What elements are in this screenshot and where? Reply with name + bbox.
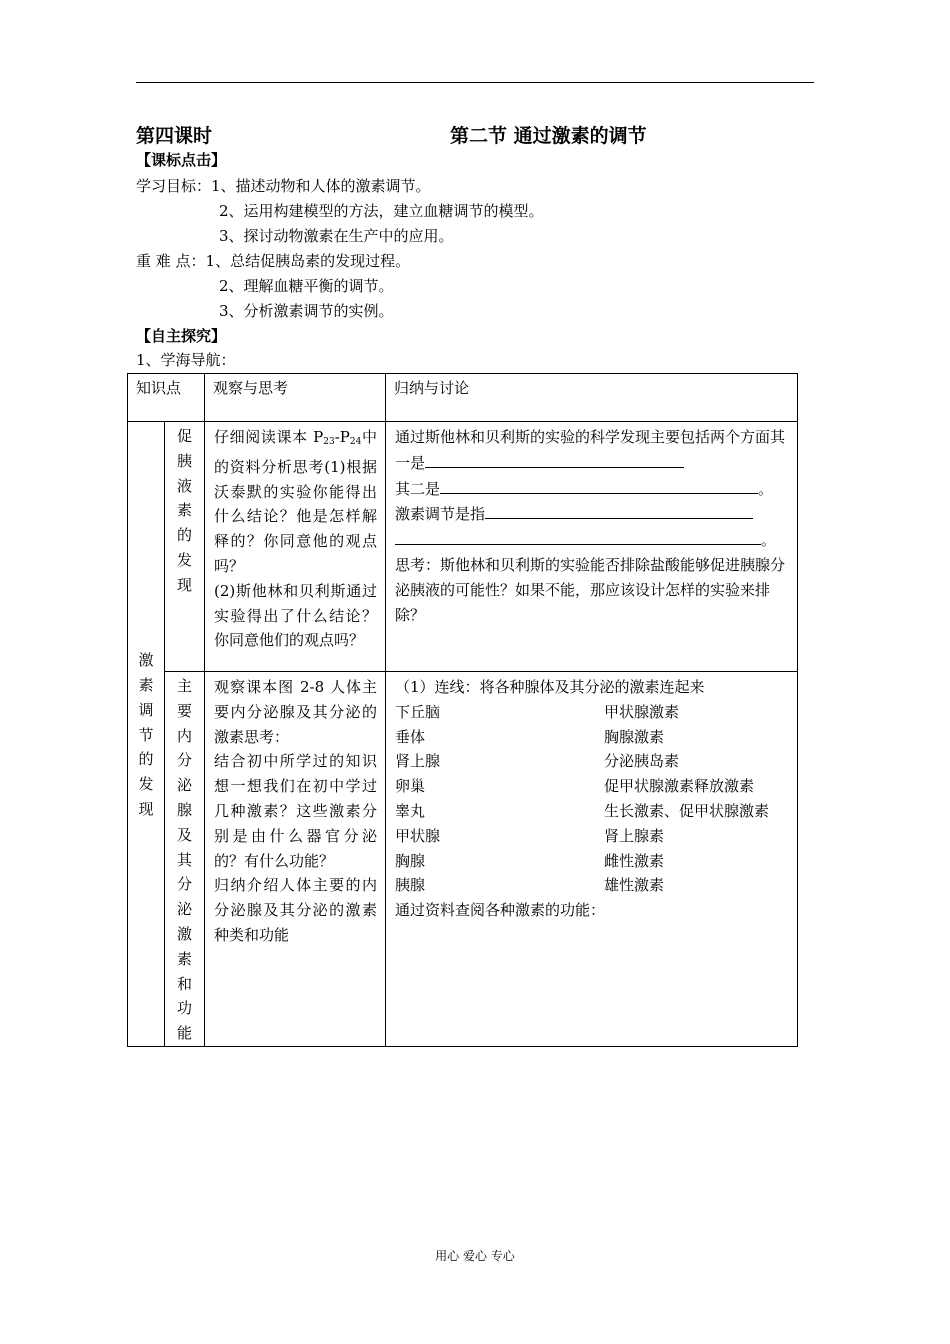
hormone-name[interactable]: 胸腺激素 — [604, 727, 665, 746]
vertical-char: 现 — [138, 799, 154, 818]
vertical-char: 内 — [177, 726, 193, 745]
table-row — [128, 422, 798, 672]
vertical-char: 和 — [177, 974, 193, 993]
induce-text: 通过斯他林和贝利斯的实验的科学发现主要包括两个方面其一是 — [395, 428, 786, 472]
group-label — [128, 648, 164, 822]
vertical-char: 液 — [177, 476, 193, 495]
vertical-char: 节 — [138, 725, 154, 744]
objectives-label: 学习目标： — [136, 177, 212, 195]
think-question: 思考：斯他林和贝利斯的实验能否排除盐酸能够促进胰腺分泌胰液的可能性？如果不能，那应该设计怎样的实验来排除？ — [395, 555, 786, 624]
topic-cell — [165, 422, 205, 672]
zizhu-heading: 【自主探究】 — [136, 327, 227, 345]
hormone-name[interactable]: 雄性激素 — [604, 876, 665, 895]
list-item — [395, 749, 789, 774]
induce-text: 其二是 — [395, 479, 441, 498]
vertical-char: 的 — [138, 750, 154, 769]
observe-text-b: -P — [334, 428, 350, 446]
vertical-char: 素 — [177, 949, 193, 968]
difficulties-label: 重 难 点： — [136, 252, 206, 270]
gland-name[interactable]: 卵巢 — [395, 777, 426, 796]
hormone-name[interactable]: 促甲状腺激素释放激素 — [604, 777, 755, 796]
table-row — [128, 672, 798, 1047]
vertical-char: 素 — [177, 501, 193, 520]
gland-name[interactable]: 垂体 — [395, 727, 426, 746]
topic-cell — [165, 672, 205, 1047]
fill-blank[interactable] — [485, 501, 753, 519]
vertical-char: 调 — [138, 700, 154, 719]
list-item — [395, 700, 789, 725]
vertical-char: 促 — [177, 427, 193, 445]
list-item — [395, 849, 789, 874]
hormone-name[interactable]: 生长激素、促甲状腺激素 — [604, 801, 770, 820]
header-observe-think: 观察与思考 — [205, 374, 386, 422]
header-rule — [136, 82, 814, 83]
vertical-char: 发 — [138, 775, 154, 794]
gland-hormone-list — [395, 700, 789, 898]
vertical-char: 发 — [177, 550, 193, 569]
list-item — [395, 824, 789, 849]
induce-text: 激素调节是指 — [395, 505, 486, 524]
observe-text: 观察课本图 2-8 人体主要内分泌腺及其分泌的激素思考： — [214, 678, 378, 746]
observe-cell — [205, 672, 386, 1047]
objective-item: 2、运用构建模型的方法，建立血糖调节的模型。 — [219, 202, 544, 220]
lookup-text: 通过资料查阅各种激素的功能： — [395, 901, 606, 920]
subscript: 24 — [349, 437, 362, 447]
vertical-char: 功 — [177, 999, 193, 1018]
subscript: 23 — [323, 437, 335, 447]
fill-blank[interactable] — [395, 527, 761, 545]
gland-name[interactable]: 睾丸 — [395, 801, 426, 820]
hormone-name[interactable]: 雌性激素 — [604, 851, 665, 870]
induce-cell — [386, 672, 798, 1047]
vertical-char: 胰 — [177, 451, 193, 470]
observe-text-c: 中的资料分析思考(1)根据沃泰默的实验你能得出什么结论？他是怎样解释的？你同意他的观点吗？ — [214, 428, 378, 575]
gland-name[interactable]: 下丘脑 — [395, 702, 441, 721]
vertical-char: 分 — [177, 751, 193, 770]
induce-line — [395, 476, 789, 502]
table-header-row — [128, 374, 798, 422]
zizhu-subtitle: 1、学海导航： — [136, 351, 236, 369]
objectives-line-1 — [136, 174, 431, 198]
topic-label — [165, 674, 204, 1046]
observe-text: 归纳介绍人体主要的内分泌腺及其分泌的激素种类和功能 — [214, 876, 378, 944]
gland-name[interactable]: 胰腺 — [395, 876, 426, 895]
difficulty-item: 1、总结促胰岛素的发现过程。 — [205, 252, 411, 270]
vertical-char: 的 — [177, 526, 193, 545]
vertical-char: 主 — [177, 677, 193, 695]
vertical-char: 泌 — [177, 776, 193, 795]
list-item — [395, 799, 789, 824]
gland-name[interactable]: 肾上腺 — [395, 752, 441, 771]
observe-cell — [205, 422, 386, 672]
vertical-char: 泌 — [177, 900, 193, 919]
topic-label — [165, 424, 204, 598]
observe-text — [214, 425, 377, 579]
list-item — [395, 774, 789, 799]
section-title: 第二节 通过激素的调节 — [450, 125, 647, 147]
objective-item: 3、探讨动物激素在生产中的应用。 — [219, 227, 454, 245]
observe-text: 结合初中所学过的知识想一想我们在初中学过几种激素？这些激素分别是由什么器官分泌的？有什么功能？ — [214, 752, 378, 870]
difficulty-item: 3、分析激素调节的实例。 — [219, 302, 394, 320]
period: 。 — [758, 479, 774, 498]
induce-line — [395, 501, 789, 527]
vertical-char: 及 — [177, 825, 193, 844]
induce-line — [395, 527, 789, 553]
vertical-char: 能 — [177, 1024, 193, 1043]
header-induce-discuss: 归纳与讨论 — [386, 374, 798, 422]
observe-question-2: (2)斯他林和贝利斯通过实验得出了什么结论？你同意他们的观点吗？ — [214, 581, 378, 650]
vertical-char: 激 — [177, 924, 193, 943]
vertical-char: 要 — [177, 701, 193, 720]
objective-item: 1、描述动物和人体的激素调节。 — [211, 177, 431, 195]
group-label-cell — [128, 422, 165, 1047]
induce-line — [395, 425, 789, 476]
page-footer: 用心 爱心 专心 — [435, 1249, 515, 1263]
hormone-name[interactable]: 分泌胰岛素 — [604, 752, 680, 771]
vertical-char: 腺 — [177, 800, 193, 819]
lesson-title: 第四课时 — [136, 125, 213, 147]
header-knowledge-point: 知识点 — [128, 374, 205, 422]
hormone-name[interactable]: 肾上腺素 — [604, 826, 665, 845]
kebiao-heading: 【课标点击】 — [136, 151, 227, 169]
difficulties-line-1 — [136, 249, 410, 273]
gland-name[interactable]: 甲状腺 — [395, 826, 441, 845]
study-guide-table — [127, 373, 798, 1047]
link-title: （1）连线：将各种腺体及其分泌的激素连起来 — [395, 678, 705, 696]
observe-text-a: 仔细阅读课本 P — [214, 428, 324, 446]
vertical-char: 现 — [177, 575, 193, 594]
induce-cell — [386, 422, 798, 672]
list-item — [395, 873, 789, 898]
gland-name[interactable]: 胸腺 — [395, 851, 426, 870]
fill-blank[interactable] — [425, 450, 684, 468]
difficulty-item: 2、理解血糖平衡的调节。 — [219, 277, 394, 295]
vertical-char: 素 — [138, 676, 154, 694]
vertical-char: 其 — [177, 850, 193, 869]
list-item — [395, 725, 789, 750]
hormone-name[interactable]: 甲状腺激素 — [604, 702, 680, 721]
vertical-char: 分 — [177, 875, 193, 894]
vertical-char: 激 — [138, 651, 154, 670]
fill-blank[interactable] — [440, 476, 758, 494]
period: 。 — [761, 531, 777, 550]
